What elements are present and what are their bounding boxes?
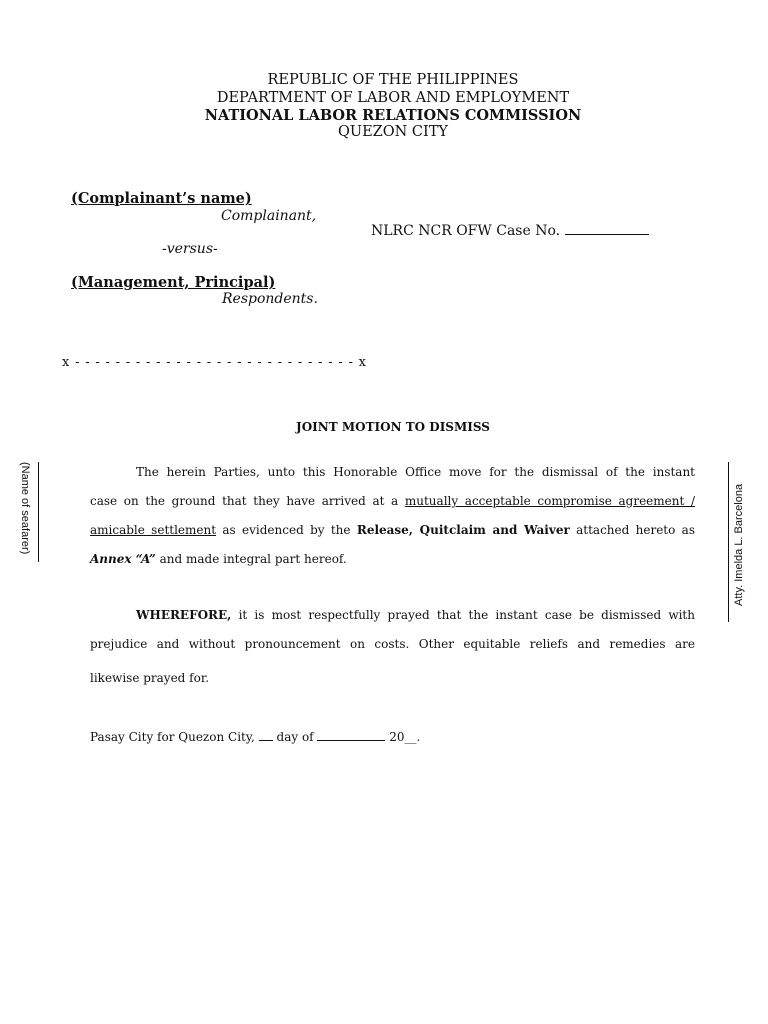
signoff-line — [90, 730, 420, 744]
divider-x-end: x — [358, 355, 367, 370]
respondent-role: Respondents. — [222, 291, 318, 307]
compromise-agreement-phrase: mutually acceptable compromise agreement / — [404, 494, 695, 508]
header-commission: NATIONAL LABOR RELATIONS COMMISSION — [204, 107, 582, 124]
right-signature-line — [728, 462, 729, 622]
divider-dashes: - - - - - - - - - - - - - - - - - - - - - - - - - - - - — [75, 355, 354, 370]
day-blank — [259, 730, 273, 741]
right-signature-label — [733, 426, 756, 606]
para1-line3-end: attached hereto as — [576, 523, 695, 537]
attorney-name-label: Atty. Imelda L. Barcelona — [733, 483, 745, 606]
para1-line4-text: and made integral part hereof. — [159, 552, 347, 566]
divider-x-start: x — [62, 355, 71, 370]
signoff-year: 20__. — [389, 730, 421, 744]
caption-divider — [62, 355, 367, 370]
month-blank — [317, 730, 385, 741]
para1-line4 — [90, 552, 695, 566]
para1-line1: The herein Parties, unto this Honorable Office move for the dismissal of the instant — [136, 465, 695, 479]
para2-line3: likewise prayed for. — [90, 671, 210, 685]
para2-line2: prejudice and without pronouncement on costs. Other equitable reliefs and remedies are — [90, 637, 695, 651]
para1-line3-text: as evidenced by the — [222, 523, 351, 537]
left-signature-line — [38, 462, 39, 562]
para1-line3 — [90, 523, 695, 537]
annex-label: Annex “A” — [90, 552, 156, 566]
para1-line2-text: case on the ground that they have arrived at a — [90, 494, 399, 508]
complainant-role: Complainant, — [221, 208, 317, 224]
header-city: QUEZON CITY — [337, 124, 449, 140]
complainant-name: (Complainant’s name) — [71, 190, 252, 207]
wherefore-label: WHEREFORE, — [136, 608, 232, 622]
para2-line1 — [136, 608, 695, 622]
respondent-name: (Management, Principal) — [71, 274, 276, 291]
seafarer-name-label: (Name of seafarer) — [19, 462, 31, 555]
versus-label: -versus- — [162, 241, 218, 257]
signoff-place: Pasay City for Quezon City, — [90, 730, 255, 744]
header-department: DEPARTMENT OF LABOR AND EMPLOYMENT — [216, 90, 570, 106]
amicable-settlement-phrase: amicable settlement — [90, 523, 217, 537]
case-number-label: NLRC NCR OFW Case No. — [371, 223, 561, 239]
release-quitclaim-waiver: Release, Quitclaim and Waiver — [356, 523, 570, 537]
header-republic: REPUBLIC OF THE PHILIPPINES — [267, 72, 519, 88]
para1-line2 — [90, 494, 695, 508]
case-number-blank — [565, 222, 649, 235]
case-number — [371, 222, 649, 239]
document-title: JOINT MOTION TO DISMISS — [296, 420, 490, 434]
signoff-day-of: day of — [276, 730, 314, 744]
left-signature-label — [10, 462, 31, 604]
para2-line1-text: it is most respectfully prayed that the instant case be dismissed with — [238, 608, 695, 622]
